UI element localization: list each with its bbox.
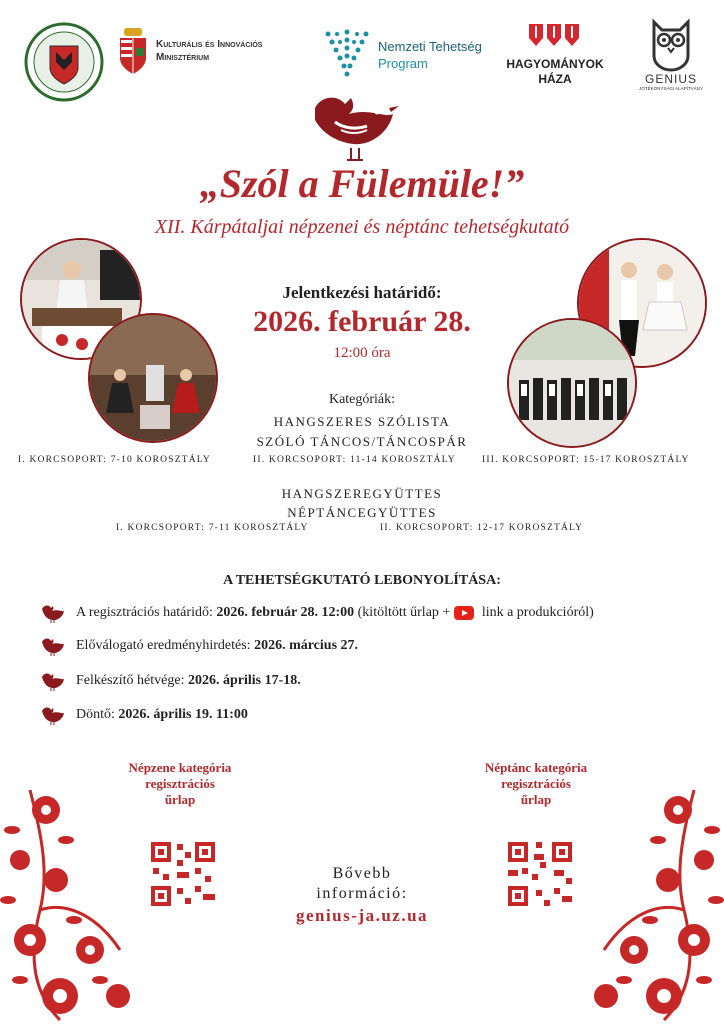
schedule-step-registration	[40, 603, 594, 623]
step-label: Felkészítő hétvége:	[76, 673, 188, 688]
category-soloist: HANGSZERES SZÓLISTA	[273, 414, 451, 429]
municipal-seal-logo	[24, 22, 104, 102]
schedule-heading: A TEHETSÉGKUTATÓ LEBONYOLÍTÁSA:	[223, 573, 501, 588]
hagyomanyok-haza-logo-mark	[527, 22, 581, 52]
age-group-1: I. KORCSOPORT: 7-10 KOROSZTÁLY	[18, 455, 211, 465]
step-value: 2026. március 27.	[254, 638, 359, 653]
step-label: Döntő:	[76, 707, 119, 722]
age-group-ensemble-2: II. KORCSOPORT: 12-17 KOROSZTÁLY	[380, 523, 584, 533]
step-extra: (kitöltött űrlap +	[354, 605, 451, 620]
genius-owl-logo	[646, 18, 696, 72]
age-group-3: III. KORCSOPORT: 15-17 KOROSZTÁLY	[482, 455, 690, 465]
tehetseg-name-line2: Program	[378, 56, 428, 71]
age-group-2: II. KORCSOPORT: 11-14 KOROSZTÁLY	[253, 455, 456, 465]
ministry-name-line2: Minisztérium	[156, 52, 210, 63]
folk-music-registration-line1: Népzene kategória	[128, 760, 232, 775]
page-title: „Szól a Fülemüle!”	[199, 161, 525, 206]
step-value: 2026. április 19. 11:00	[118, 707, 248, 722]
bird-bullet-icon	[40, 603, 66, 623]
schedule-step-final	[40, 705, 248, 725]
step-label: A regisztrációs határidő:	[76, 605, 217, 620]
hagyomanyok-name-line2: HÁZA	[538, 72, 572, 86]
categories-label: Kategóriák:	[328, 392, 396, 407]
category-ensemble: HANGSZEREGYÜTTES	[281, 486, 443, 501]
tehetseg-name-line1: Nemzeti Tehetség	[378, 39, 482, 54]
deadline-time: 12:00 óra	[333, 345, 391, 361]
page-subtitle: XII. Kárpátaljai népzenei és néptánc tehetségkutató	[154, 216, 570, 238]
hungarian-coat-of-arms	[118, 26, 148, 76]
floral-ornament-left	[0, 770, 140, 1024]
bird-bullet-icon	[40, 636, 66, 656]
folk-dance-registration-qr-code[interactable]	[494, 828, 586, 920]
category-dance-ensemble: NÉPTÁNCEGYÜTTES	[287, 505, 437, 520]
folk-dance-registration-line3: űrlap	[520, 792, 552, 807]
folk-music-registration-line3: űrlap	[164, 792, 196, 807]
deadline-date: 2026. február 28.	[253, 305, 471, 338]
deadline-label: Jelentkezési határidő:	[282, 283, 442, 302]
step-value: 2026. február 28. 12:00	[216, 605, 355, 620]
folk-dance-registration-line1: Néptánc kategória	[484, 760, 588, 775]
step-label: Előválogató eredményhirdetés:	[76, 638, 255, 653]
youtube-icon	[454, 606, 474, 620]
folk-dance-registration-line2: regisztrációs	[501, 776, 571, 791]
floral-ornament-right	[584, 770, 724, 1024]
website-link[interactable]: genius-ja.uz.ua	[295, 906, 429, 925]
more-info-line2: információ:	[316, 885, 408, 902]
age-group-ensemble-1: I. KORCSOPORT: 7-11 KOROSZTÁLY	[116, 523, 309, 533]
nightingale-bird-icon	[305, 88, 405, 166]
more-info-line1: Bővebb	[332, 865, 392, 882]
nemzeti-tehetseg-logo	[322, 26, 372, 82]
schedule-step-preparation	[40, 671, 301, 691]
step-value: 2026. április 17-18.	[187, 673, 301, 688]
step-extra-link: link a produkcióról)	[478, 605, 594, 620]
category-solo-dancer: SZÓLÓ TÁNCOS/TÁNCOSPÁR	[256, 434, 468, 449]
folk-music-registration-line2: regisztrációs	[145, 776, 215, 791]
schedule-step-preselection	[40, 636, 358, 656]
bird-bullet-icon	[40, 671, 66, 691]
hagyomanyok-name-line1: HAGYOMÁNYOK	[506, 57, 604, 71]
folk-music-registration-qr-code[interactable]	[137, 828, 229, 920]
genius-subtitle: JÓTÉKONYSÁGI ALAPÍTVÁNY	[639, 86, 703, 91]
genius-name: GENIUS	[644, 72, 697, 86]
bird-bullet-icon	[40, 705, 66, 725]
ministry-name-line1: Kulturális és Innovációs	[156, 39, 263, 50]
